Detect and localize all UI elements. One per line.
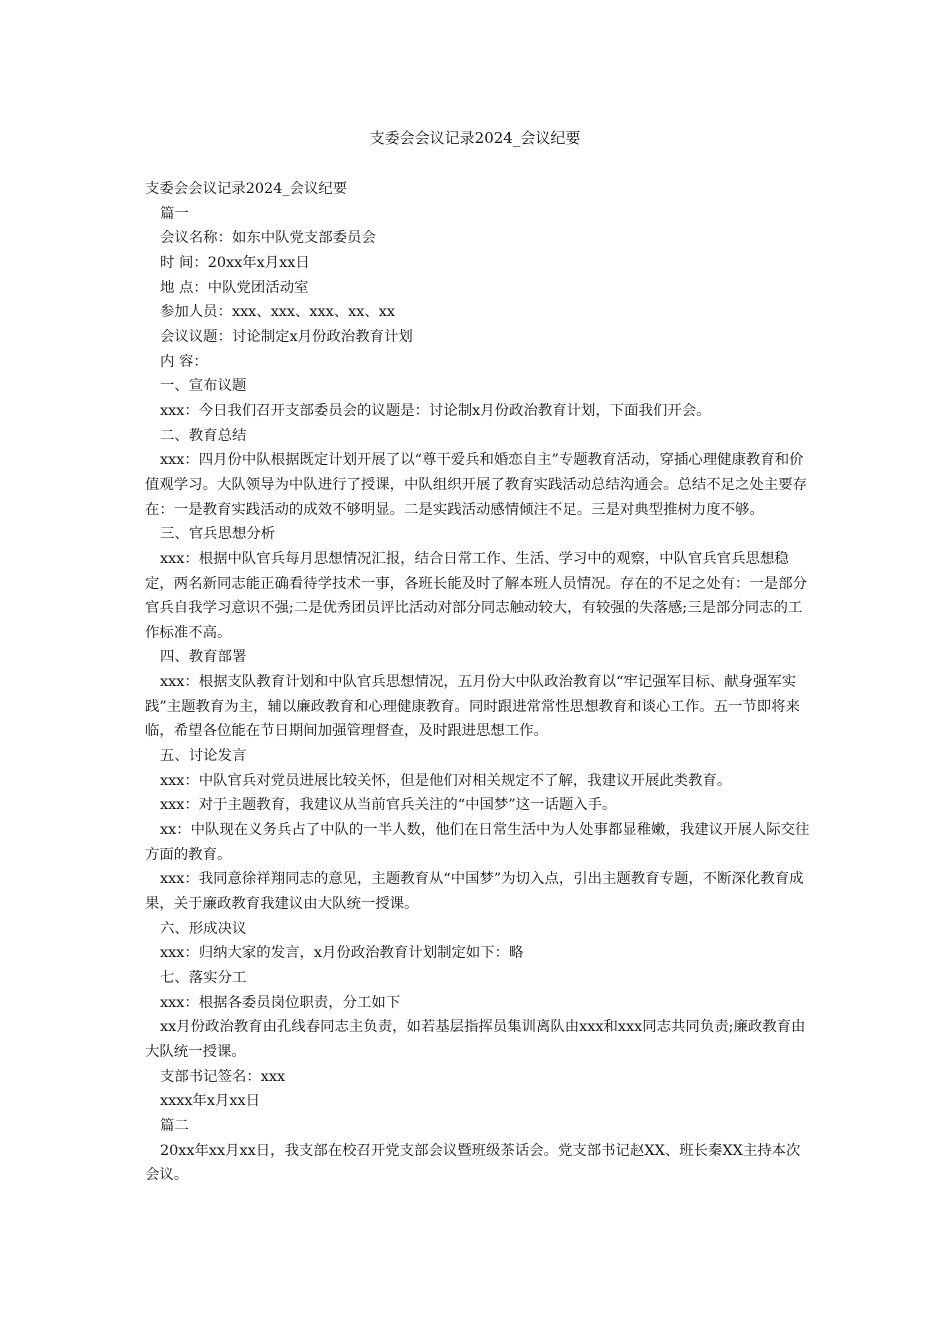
paragraph: xxx：对于主题教育，我建议从当前官兵关注的“中国梦”这一话题入手。	[160, 797, 617, 814]
section-label: 篇二	[160, 1117, 189, 1134]
section-heading: 二、教育总结	[160, 427, 247, 444]
section-heading: 四、教育部署	[160, 649, 247, 666]
paragraph: xxx：根据中队官兵每月思想情况汇报，结合日常工作、生活、学习中的观察，中队官兵官兵思想稳定，两名新同志能正确看待学技术一事，各班长能及时了解本班人员情况。存在的不足之处有：一是部分官兵自我学习意识不强;二是优秀团员评比活动对部分同志触动较大，有较强的失落感;三是部分同志的工作标准不高。	[145, 550, 807, 641]
attendees: 参加人员：xxx、xxx、xxx、xx、xx	[160, 304, 396, 321]
section-heading: 五、讨论发言	[160, 748, 247, 765]
section-label: 篇一	[160, 205, 189, 222]
paragraph: xxx：我同意徐祥翔同志的意见，主题教育从“中国梦”为切入点，引出主题教育专题，不断深化教育成果，关于廉政教育我建议由大队统一授课。	[145, 871, 804, 913]
meeting-topic: 会议议题：讨论制定x月份政治教育计划	[160, 328, 413, 345]
section-heading: 一、宣布议题	[160, 378, 247, 395]
body-heading: 支委会会议记录2024_会议纪要	[145, 181, 348, 197]
meeting-time: 时 间：20xx年x月xx日	[160, 254, 310, 271]
section-heading: 三、官兵思想分析	[160, 526, 276, 543]
paragraph: xxx：今日我们召开支部委员会的议题是：讨论制x月份政治教育计划，下面我们开会。	[160, 402, 711, 419]
paragraph: xxx：归纳大家的发言，x月份政治教育计划制定如下：略	[160, 945, 524, 962]
section-heading: 七、落实分工	[160, 970, 247, 986]
paragraph: xxx：中队官兵对党员进展比较关怀，但是他们对相关规定不了解，我建议开展此类教育。	[160, 772, 732, 789]
paragraph: xxx：四月份中队根据既定计划开展了以“尊干爱兵和婚恋自主”专题教育活动，穿插心理健康教育和价值观学习。大队领导为中队进行了授课，中队组织开展了教育实践活动总结沟通会。总结不足之处主要存在：一是教育实践活动的成效不够明显。二是实践活动感情倾注不足。三是对典型推树力度不够。	[145, 452, 807, 518]
meeting-name: 会议名称：如东中队党支部委员会	[160, 230, 376, 247]
content-label: 内 容：	[160, 353, 208, 370]
document-body	[145, 177, 810, 1188]
paragraph: 20xx年xx月xx日，我支部在校召开党支部会议暨班级茶话会。党支部书记赵XX、班长秦XX主持本次会议。	[145, 1142, 801, 1184]
paragraph: xx月份政治教育由孔线春同志主负责，如若基层指挥员集训离队由xxx和xxx同志共同负责;廉政教育由大队统一授课。	[145, 1019, 806, 1060]
signature: 支部书记签名：xxx	[160, 1068, 286, 1085]
meeting-place: 地 点：中队党团活动室	[160, 279, 309, 296]
document-title: 支委会会议记录2024_会议纪要	[369, 129, 581, 147]
signature-date: xxxx年x月xx日	[160, 1093, 260, 1110]
section-heading: 六、形成决议	[160, 920, 247, 937]
paragraph: xxx：根据各委员岗位职责，分工如下	[160, 994, 401, 1011]
paragraph: xxx：根据支队教育计划和中队官兵思想情况，五月份大中队政治教育以“牢记强军目标、献身强军实践”主题教育为主，辅以廉政教育和心理健康教育。同时跟进常常性思想教育和谈心工作。五一节即将来临，希望各位能在节日期间加强管理督查，及时跟进思想工作。	[145, 674, 800, 740]
paragraph: xx：中队现在义务兵占了中队的一半人数，他们在日常生活中为人处事都显稚嫩，我建议开展人际交往方面的教育。	[145, 822, 810, 863]
